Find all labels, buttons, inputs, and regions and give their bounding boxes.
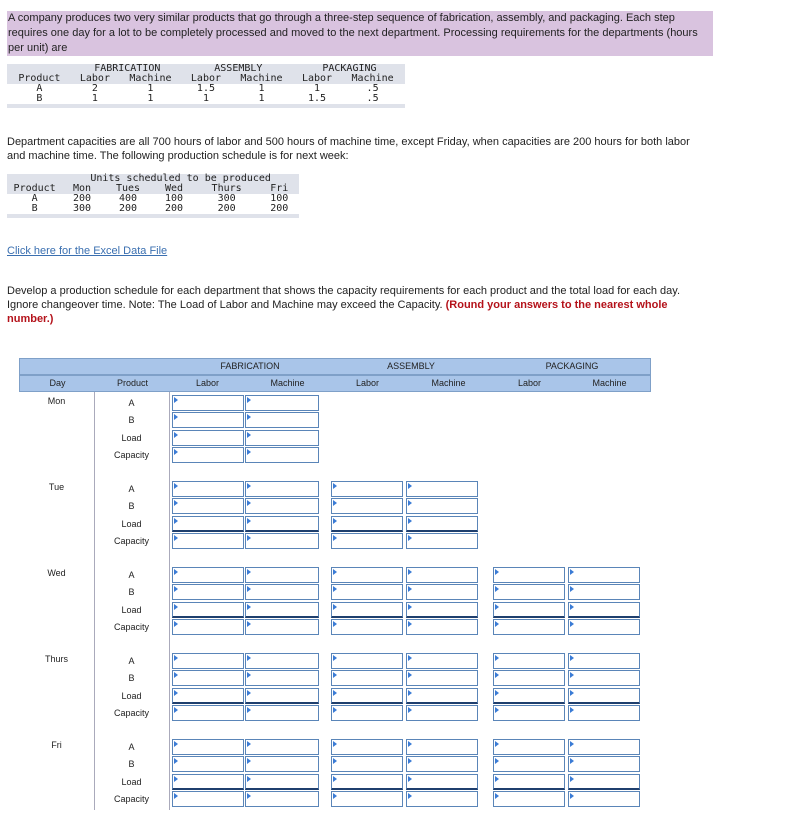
row-label-load: Load (121, 605, 142, 615)
req-cell: .5 (366, 93, 379, 104)
input-wed-b-fab-machine[interactable] (245, 584, 319, 600)
input-wed-capacity-asm-labor[interactable] (331, 619, 403, 635)
input-thurs-capacity-fab-machine[interactable] (245, 705, 319, 721)
req-dept-fabrication: FABRICATION (72, 64, 183, 74)
sched-cell: 400 (118, 193, 138, 204)
req-col-header: Machine (229, 74, 294, 84)
req-cell: 1 (313, 83, 321, 94)
req-col-header: Product (7, 74, 72, 84)
sched-row-a (7, 194, 299, 204)
input-wed-load-asm-machine[interactable] (406, 602, 478, 618)
answer-col-fab-machine: Machine (270, 378, 305, 388)
answer-col-header-row (19, 375, 651, 392)
row-label-load: Load (121, 691, 142, 701)
input-fri-a-pack-labor[interactable] (493, 739, 565, 755)
input-mon-capacity-fab-labor[interactable] (172, 447, 244, 463)
input-thurs-a-asm-labor[interactable] (331, 653, 403, 669)
sched-cell: 200 (164, 203, 184, 214)
input-thurs-load-pack-labor[interactable] (493, 688, 565, 704)
answer-dept-assembly: ASSEMBLY (387, 361, 435, 371)
input-tue-a-fab-machine[interactable] (245, 481, 319, 497)
input-fri-load-fab-labor[interactable] (172, 774, 244, 790)
row-label-capacity: Capacity (113, 450, 149, 460)
input-fri-load-pack-labor[interactable] (493, 774, 565, 790)
input-wed-b-asm-labor[interactable] (331, 584, 403, 600)
row-label-a: A (128, 656, 135, 666)
rounding-note: (Round your answers to the nearest whole number.) (7, 299, 668, 325)
row-label-a: A (128, 484, 135, 494)
input-wed-load-pack-machine[interactable] (568, 602, 640, 618)
input-thurs-b-asm-labor[interactable] (331, 670, 403, 686)
input-wed-b-fab-labor[interactable] (172, 584, 244, 600)
input-wed-a-fab-labor[interactable] (172, 567, 244, 583)
input-thurs-load-fab-machine[interactable] (245, 688, 319, 704)
row-label-a: A (128, 398, 135, 408)
input-wed-b-pack-labor[interactable] (493, 584, 565, 600)
input-wed-load-fab-labor[interactable] (172, 602, 244, 618)
sched-cell: 100 (164, 193, 184, 204)
input-fri-a-asm-machine[interactable] (406, 739, 478, 755)
answer-col-pack-labor: Labor (517, 378, 542, 388)
input-wed-a-pack-machine[interactable] (568, 567, 640, 583)
sched-col-header: Thurs (194, 184, 260, 194)
input-wed-a-asm-labor[interactable] (331, 567, 403, 583)
row-label-capacity: Capacity (113, 622, 149, 632)
answer-col-product: Product (116, 378, 149, 388)
input-tue-capacity-fab-machine[interactable] (245, 533, 319, 549)
day-label-fri: Fri (51, 740, 62, 750)
row-label-b: B (128, 415, 135, 425)
answer-dept-fabrication: FABRICATION (220, 361, 280, 371)
day-label-mon: Mon (47, 396, 66, 406)
input-wed-load-asm-labor[interactable] (331, 602, 403, 618)
sched-col-header: Product (7, 184, 62, 194)
input-thurs-a-pack-labor[interactable] (493, 653, 565, 669)
sched-col-header: Wed (154, 184, 193, 194)
answer-col-day: Day (49, 378, 66, 388)
input-fri-capacity-asm-labor[interactable] (331, 791, 403, 807)
input-fri-load-fab-machine[interactable] (245, 774, 319, 790)
input-tue-capacity-asm-labor[interactable] (331, 533, 403, 549)
input-tue-load-asm-machine[interactable] (406, 516, 478, 532)
excel-data-link[interactable]: Click here for the Excel Data File (7, 245, 168, 257)
row-label-b: B (128, 587, 135, 597)
req-cell: 1 (147, 83, 154, 94)
sched-cell: 300 (217, 193, 236, 204)
input-thurs-load-pack-machine[interactable] (568, 688, 640, 704)
answer-table (19, 358, 651, 810)
sched-col-header: Mon (62, 184, 101, 194)
sched-cell: 200 (270, 203, 289, 214)
sched-cell: 200 (217, 203, 236, 214)
requirements-table (7, 64, 405, 108)
input-tue-b-fab-machine[interactable] (245, 498, 319, 514)
answer-col-asm-labor: Labor (355, 378, 380, 388)
row-label-a: A (128, 570, 135, 580)
row-label-load: Load (121, 519, 142, 529)
sched-cell: 300 (72, 203, 91, 214)
input-fri-capacity-fab-machine[interactable] (245, 791, 319, 807)
input-thurs-b-fab-machine[interactable] (245, 670, 319, 686)
intro-paragraph: A company produces two very similar products that go through a three-step sequence of fabrication, assembly, and packaging. Each step requires one day for a lot to be completely processed and moved to the next department. Processing requirements for the departments (hours per unit) are (7, 11, 713, 56)
req-row-b (7, 94, 405, 104)
req-cell: 1 (91, 93, 98, 104)
input-mon-load-fab-machine[interactable] (245, 430, 319, 446)
sched-cell: 100 (270, 193, 289, 204)
input-thurs-capacity-asm-labor[interactable] (331, 705, 403, 721)
input-thurs-capacity-pack-labor[interactable] (493, 705, 565, 721)
day-label-thurs: Thurs (44, 654, 68, 664)
sched-cell: 200 (72, 193, 91, 204)
req-cell: 1.5 (307, 93, 327, 104)
input-fri-capacity-fab-labor[interactable] (172, 791, 244, 807)
answer-col-asm-machine: Machine (431, 378, 466, 388)
input-fri-a-asm-labor[interactable] (331, 739, 403, 755)
input-wed-a-fab-machine[interactable] (245, 567, 319, 583)
sched-cell: 200 (118, 203, 138, 214)
sched-row-b (7, 204, 299, 214)
input-fri-load-pack-machine[interactable] (568, 774, 640, 790)
req-col-header: Machine (340, 74, 405, 84)
input-thurs-b-pack-labor[interactable] (493, 670, 565, 686)
input-tue-a-fab-labor[interactable] (172, 481, 244, 497)
req-cell: 1 (147, 93, 154, 104)
input-fri-load-asm-machine[interactable] (406, 774, 478, 790)
input-tue-b-asm-machine[interactable] (406, 498, 478, 514)
input-mon-capacity-fab-machine[interactable] (245, 447, 319, 463)
input-tue-capacity-asm-machine[interactable] (406, 533, 478, 549)
input-fri-capacity-pack-labor[interactable] (493, 791, 565, 807)
input-thurs-b-pack-machine[interactable] (568, 670, 640, 686)
req-cell: A (36, 83, 43, 94)
input-fri-load-asm-labor[interactable] (331, 774, 403, 790)
row-label-b: B (128, 673, 135, 683)
input-fri-a-pack-machine[interactable] (568, 739, 640, 755)
row-label-a: A (128, 742, 135, 752)
schedule-title: Units scheduled to be produced (62, 174, 299, 184)
row-label-load: Load (121, 433, 142, 443)
input-wed-b-asm-machine[interactable] (406, 584, 478, 600)
input-mon-b-fab-machine[interactable] (245, 412, 319, 428)
input-fri-a-fab-machine[interactable] (245, 739, 319, 755)
input-fri-b-asm-labor[interactable] (331, 756, 403, 772)
input-fri-a-fab-labor[interactable] (172, 739, 244, 755)
req-col-header: Labor (183, 74, 229, 84)
input-thurs-a-fab-machine[interactable] (245, 653, 319, 669)
req-col-header: Machine (118, 74, 183, 84)
instructions-text: Develop a production schedule for each department that shows the capacity requirements for each product and the total load for each day. Ignore changeover time. Note: The Load of Labor and Machine may exceed the Capacity. (7, 285, 681, 311)
req-cell: 1 (258, 93, 265, 104)
req-col-header: Labor (294, 74, 340, 84)
input-thurs-capacity-fab-labor[interactable] (172, 705, 244, 721)
input-tue-a-asm-machine[interactable] (406, 481, 478, 497)
input-fri-capacity-asm-machine[interactable] (406, 791, 478, 807)
input-wed-load-pack-labor[interactable] (493, 602, 565, 618)
input-tue-capacity-fab-labor[interactable] (172, 533, 244, 549)
sched-cell: B (31, 203, 38, 214)
answer-col-fab-labor: Labor (195, 378, 220, 388)
input-mon-a-fab-machine[interactable] (245, 395, 319, 411)
instructions-paragraph (7, 284, 707, 326)
input-wed-capacity-fab-labor[interactable] (172, 619, 244, 635)
input-wed-load-fab-machine[interactable] (245, 602, 319, 618)
sched-col-header: Tues (102, 184, 155, 194)
input-tue-a-asm-labor[interactable] (331, 481, 403, 497)
schedule-table (7, 174, 299, 218)
answer-dept-header-row (19, 358, 651, 375)
req-dept-packaging: PACKAGING (294, 64, 405, 74)
req-cell: .5 (366, 83, 379, 94)
capacity-paragraph: Department capacities are all 700 hours of labor and 500 hours of machine time, except Friday, when capacities are 200 hours for both labor and machine time. The following production schedule is for next week: (7, 136, 690, 162)
row-label-capacity: Capacity (113, 708, 149, 718)
input-thurs-capacity-asm-machine[interactable] (406, 705, 478, 721)
input-fri-b-asm-machine[interactable] (406, 756, 478, 772)
input-fri-b-fab-labor[interactable] (172, 756, 244, 772)
input-thurs-load-fab-labor[interactable] (172, 688, 244, 704)
input-mon-load-fab-labor[interactable] (172, 430, 244, 446)
input-mon-a-fab-labor[interactable] (172, 395, 244, 411)
input-wed-capacity-asm-machine[interactable] (406, 619, 478, 635)
row-label-b: B (128, 501, 135, 511)
input-tue-b-asm-labor[interactable] (331, 498, 403, 514)
input-wed-capacity-fab-machine[interactable] (245, 619, 319, 635)
input-thurs-a-pack-machine[interactable] (568, 653, 640, 669)
input-wed-capacity-pack-labor[interactable] (493, 619, 565, 635)
input-fri-b-pack-machine[interactable] (568, 756, 640, 772)
answer-col-pack-machine: Machine (592, 378, 627, 388)
row-label-capacity: Capacity (113, 794, 149, 804)
input-tue-b-fab-labor[interactable] (172, 498, 244, 514)
req-cell: 1.5 (196, 83, 215, 94)
req-cell: 2 (91, 83, 98, 94)
input-tue-load-asm-labor[interactable] (331, 516, 403, 532)
sched-cell: A (31, 193, 38, 204)
input-thurs-b-fab-labor[interactable] (172, 670, 244, 686)
req-dept-assembly: ASSEMBLY (183, 64, 294, 74)
input-wed-b-pack-machine[interactable] (568, 584, 640, 600)
input-fri-b-fab-machine[interactable] (245, 756, 319, 772)
input-wed-a-asm-machine[interactable] (406, 567, 478, 583)
row-label-b: B (128, 759, 135, 769)
input-thurs-b-asm-machine[interactable] (406, 670, 478, 686)
day-label-tue: Tue (48, 482, 65, 492)
req-cell: 1 (202, 93, 209, 104)
input-thurs-load-asm-machine[interactable] (406, 688, 478, 704)
input-fri-capacity-pack-machine[interactable] (568, 791, 640, 807)
sched-col-header: Fri (259, 184, 299, 194)
input-thurs-capacity-pack-machine[interactable] (568, 705, 640, 721)
row-label-capacity: Capacity (113, 536, 149, 546)
input-thurs-a-asm-machine[interactable] (406, 653, 478, 669)
input-tue-load-fab-machine[interactable] (245, 516, 319, 532)
input-wed-capacity-pack-machine[interactable] (568, 619, 640, 635)
day-label-wed: Wed (47, 568, 66, 578)
req-cell: 1 (258, 83, 265, 94)
input-tue-load-fab-labor[interactable] (172, 516, 244, 532)
input-fri-b-pack-labor[interactable] (493, 756, 565, 772)
input-thurs-a-fab-labor[interactable] (172, 653, 244, 669)
row-label-load: Load (121, 777, 142, 787)
req-cell: B (36, 93, 43, 104)
input-thurs-load-asm-labor[interactable] (331, 688, 403, 704)
req-col-header: Labor (72, 74, 118, 84)
input-mon-b-fab-labor[interactable] (172, 412, 244, 428)
input-wed-a-pack-labor[interactable] (493, 567, 565, 583)
answer-dept-packaging: PACKAGING (545, 361, 599, 371)
